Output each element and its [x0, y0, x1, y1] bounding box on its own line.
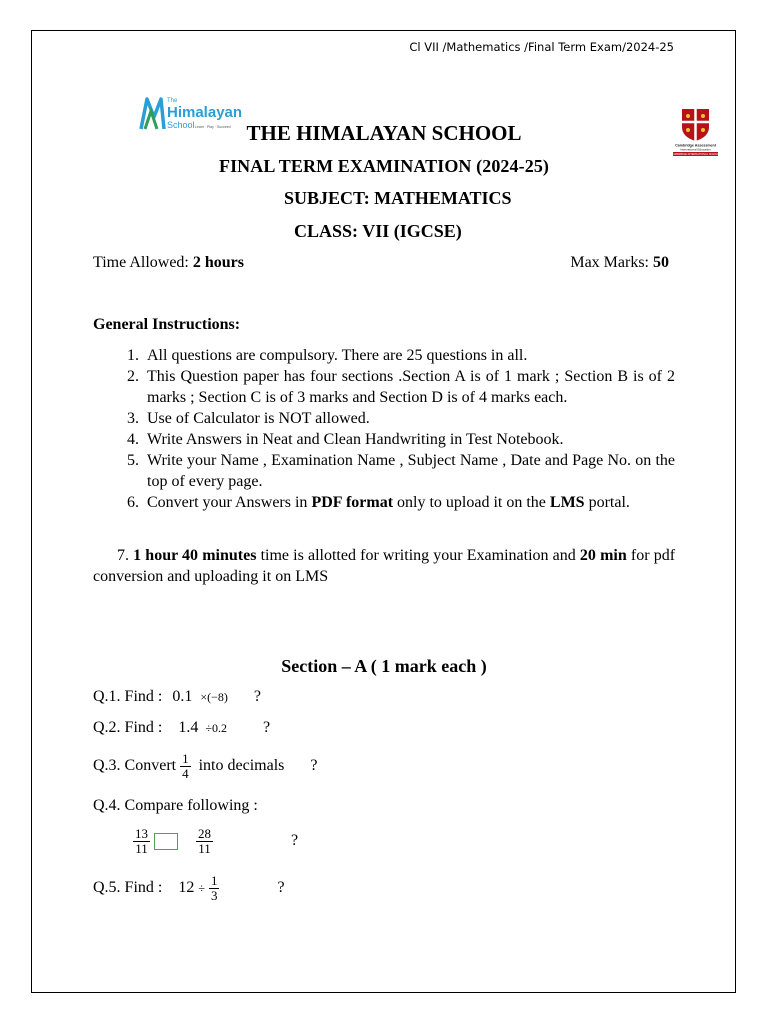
logo-text-main: Himalayan	[167, 104, 243, 121]
school-name: THE HIMALAYAN SCHOOL	[246, 121, 522, 145]
instruction-number: 3.	[127, 410, 139, 427]
pdf-format-bold: PDF format	[311, 494, 394, 511]
question-mark: ?	[262, 719, 271, 736]
numerator: 13	[135, 826, 148, 841]
instruction-text-part: portal.	[584, 494, 630, 511]
instruction-item	[93, 429, 675, 450]
question-tail: into decimals	[198, 757, 285, 775]
instruction-text: This Question paper has four sections .Section A is of 1 mark ; Section B is of 2 marks ; Section C is of 3 marks and Section D is of 4 marks each.	[147, 368, 675, 406]
fraction-one-third	[209, 874, 220, 903]
logo-tagline: Learn · Play · Succeed	[195, 125, 231, 129]
upload-time-bold: 20 min	[579, 547, 627, 564]
max-marks-value: 50	[653, 254, 669, 271]
cambridge-line1: Cambridge Assessment	[675, 143, 716, 148]
instruction-number: 1.	[127, 347, 139, 364]
instruction-text: Write Answers in Neat and Clean Handwriting in Test Notebook.	[147, 431, 564, 448]
question-mark: ?	[291, 832, 299, 850]
instruction-text-part: Convert your Answers in	[147, 494, 312, 511]
logo-text-school: School	[167, 120, 195, 130]
writing-time-bold: 1 hour 40 minutes	[133, 547, 257, 564]
exam-title: FINAL TERM EXAMINATION (2024-25)	[218, 156, 550, 176]
fraction-b	[196, 827, 213, 856]
multiply-sign: ×	[200, 690, 208, 704]
fraction-a	[133, 827, 150, 856]
instruction-text	[139, 492, 675, 513]
question-label: Q.5. Find :	[93, 879, 163, 897]
question-2	[93, 719, 270, 737]
denominator: 4	[182, 766, 189, 781]
instruction-item	[93, 450, 675, 492]
instruction-item	[93, 492, 675, 513]
numerator: 1	[182, 751, 189, 766]
time-allowed-value: 2 hours	[192, 254, 244, 271]
instruction-text: Write your Name , Examination Name , Subject Name , Date and Page No. on the top of every page.	[147, 452, 675, 490]
question-label: Q.1. Find :	[93, 688, 163, 705]
instruction-item	[93, 408, 675, 429]
instruction-item	[93, 345, 675, 366]
instruction-text-part: only to upload it on the	[393, 494, 550, 511]
max-marks-label: Max Marks:	[570, 254, 653, 271]
question-4	[93, 797, 258, 815]
general-instructions-heading: General Instructions:	[93, 316, 241, 333]
instruction-number: 4.	[127, 431, 139, 448]
section-a-title: Section – A ( 1 mark each )	[281, 656, 487, 676]
instruction-item	[93, 366, 675, 408]
question-3	[93, 752, 317, 781]
instruction-number: 5.	[127, 452, 139, 469]
question-label: Q.2. Find :	[93, 719, 163, 736]
logo-text-the: The	[167, 98, 178, 104]
max-marks	[570, 254, 669, 272]
time-allowed-label: Time Allowed:	[93, 254, 193, 271]
question-mark: ?	[253, 688, 261, 705]
instruction-number: 6.	[127, 494, 139, 511]
q1-operand-b: (−8)	[207, 690, 228, 704]
divide-sign: ÷	[198, 881, 205, 896]
question-label: Q.3. Convert	[93, 757, 177, 775]
instruction-text-part: for pdf conversion and uploading it on LMS	[93, 547, 676, 585]
instruction-text-part: time is allotted for writing your Examination and	[256, 547, 580, 564]
instruction-text: All questions are compulsory. There are 25 questions in all.	[147, 347, 528, 364]
question-label: Q.4. Compare following :	[93, 797, 258, 814]
cambridge-line3: CAMBRIDGE INTERNATIONAL SCHOOL	[671, 153, 720, 157]
comparison-answer-box[interactable]	[154, 833, 178, 850]
subject-line: SUBJECT: MATHEMATICS	[284, 188, 512, 208]
instruction-7	[93, 545, 675, 587]
instruction-list	[93, 345, 675, 513]
q1-operand-a: 0.1	[172, 688, 193, 705]
q5-operand-a: 12	[178, 879, 195, 897]
question-4-comparison	[133, 827, 298, 856]
q2-operand-b: 0.2	[211, 721, 227, 735]
instruction-number: 2.	[127, 368, 139, 385]
cambridge-line2: International Education	[680, 147, 711, 152]
denominator: 11	[198, 841, 211, 856]
header-reference: Cl VII /Mathematics /Final Term Exam/2024-25	[409, 40, 674, 54]
instruction-text: Use of Calculator is NOT allowed.	[147, 410, 370, 427]
question-1	[93, 688, 261, 706]
divide-sign: ÷	[205, 721, 212, 735]
question-mark: ?	[277, 879, 285, 897]
time-allowed	[93, 254, 244, 272]
denominator: 11	[135, 841, 148, 856]
instruction-number: 7.	[117, 547, 134, 564]
numerator: 28	[198, 826, 211, 841]
denominator: 3	[210, 888, 218, 903]
fraction-one-quarter	[180, 752, 191, 781]
question-5	[93, 874, 285, 903]
class-line: CLASS: VII (IGCSE)	[294, 221, 462, 241]
lms-bold: LMS	[549, 494, 585, 511]
question-mark: ?	[310, 757, 318, 775]
numerator: 1	[210, 873, 218, 888]
q2-operand-a: 1.4	[178, 719, 199, 736]
